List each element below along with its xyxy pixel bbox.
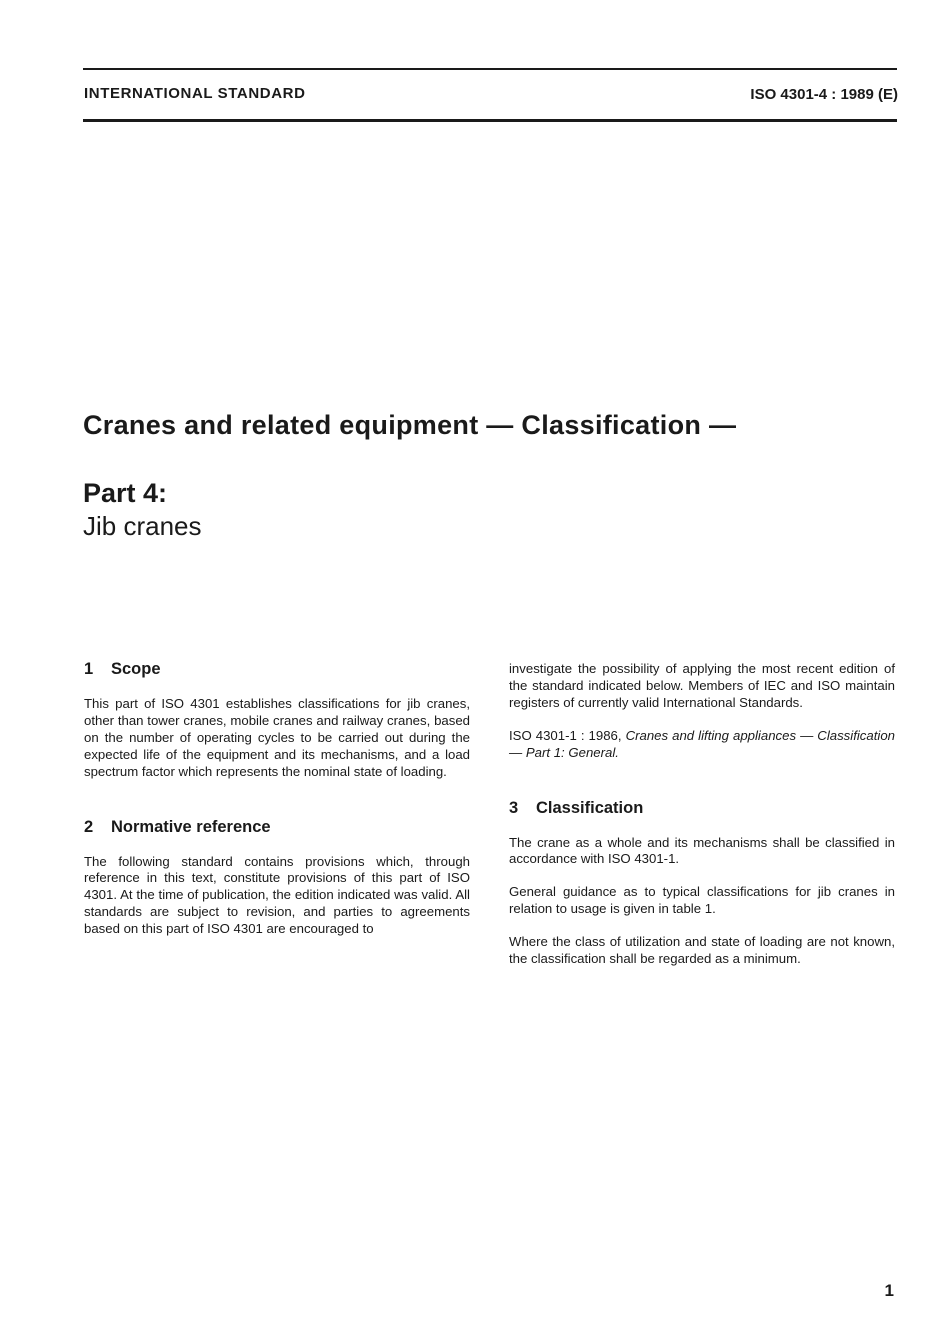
standard-number: ISO 4301-4 : 1989 (E) — [750, 86, 898, 103]
section-title: Classification — [536, 798, 644, 817]
section-heading-scope — [84, 659, 470, 679]
left-column — [84, 659, 470, 938]
header-rule-bottom — [83, 119, 897, 122]
classification-paragraph-3: Where the class of utilization and state of loading are not known, the classification shall be regarded as a minimum. — [509, 934, 895, 967]
scope-paragraph: This part of ISO 4301 establishes classifications for jib cranes, other than tower cranes, mobile cranes and railway cranes, based on the number of operating cycles to be carried out during the expected life of the equipment and its mechanisms, and a load spectrum factor which represents the nominal state of loading. — [84, 696, 470, 779]
right-column — [509, 661, 895, 968]
section-number: 1 — [84, 660, 94, 678]
section-number: 2 — [84, 817, 94, 836]
reference-entry — [509, 728, 895, 762]
reference-id: ISO 4301-1 : 1986, — [509, 727, 626, 743]
normative-reference-paragraph-continued: investigate the possibility of applying the most recent edition of the standard indicated below. Members of IEC and ISO maintain registers of currently valid International Standards. — [509, 661, 895, 710]
normative-reference-paragraph: The following standard contains provisions which, through reference in this text, constitute provisions of this part of ISO 4301. At the time of publication, the edition indicated was valid. All standards are subject to revision, and parties to agreements based on this part of ISO 4301 are encouraged to — [84, 853, 470, 937]
header-rule-top — [83, 68, 897, 70]
document-title: Cranes and related equipment — Classification — — [83, 410, 737, 440]
page-number: 1 — [884, 1281, 894, 1300]
section-heading-normative-reference — [84, 817, 470, 837]
part-subtitle: Jib cranes — [83, 511, 202, 541]
classification-paragraph-1: The crane as a whole and its mechanisms shall be classified in accordance with ISO 4301-1. — [509, 834, 895, 867]
reference-title: Cranes and lifting appliances — Classification — Part 1: General. — [509, 727, 895, 760]
part-label: Part 4: — [83, 478, 168, 508]
document-type: INTERNATIONAL STANDARD — [84, 85, 306, 102]
section-title: Scope — [111, 660, 161, 678]
section-number: 3 — [509, 798, 519, 817]
classification-paragraph-2: General guidance as to typical classifications for jib cranes in relation to usage is given in table 1. — [509, 884, 895, 917]
section-title: Normative reference — [111, 817, 271, 836]
section-heading-classification — [509, 798, 895, 818]
